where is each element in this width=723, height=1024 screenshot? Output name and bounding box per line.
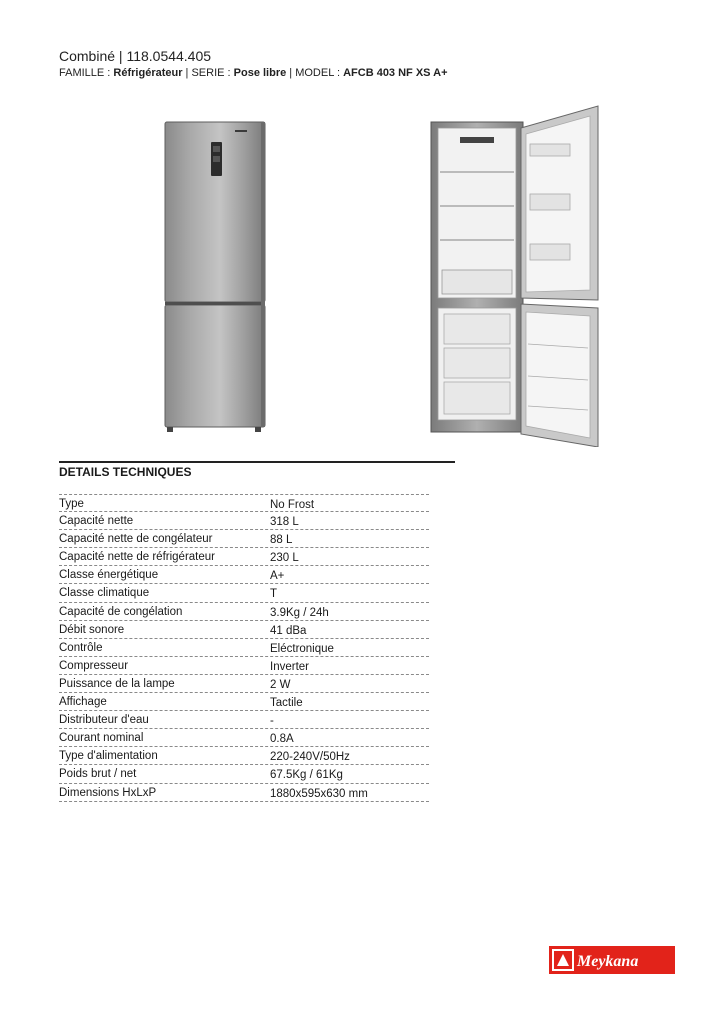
spec-label: Contrôle <box>59 641 103 654</box>
specs-table <box>59 494 429 802</box>
section-divider <box>59 461 455 463</box>
spec-label: Affichage <box>59 696 107 709</box>
spec-row <box>59 621 429 639</box>
spec-row <box>59 711 429 729</box>
spec-value: 2 W <box>270 678 291 691</box>
spec-value: 3.9Kg / 24h <box>270 606 329 619</box>
spec-value: 230 L <box>270 552 299 565</box>
serie-label: | SERIE : <box>182 67 234 79</box>
spec-label: Capacité de congélation <box>59 605 183 618</box>
model-value: AFCB 403 NF XS A+ <box>343 67 448 79</box>
spec-row <box>59 784 429 802</box>
spec-label: Débit sonore <box>59 623 125 636</box>
spec-value: 67.5Kg / 61Kg <box>270 769 343 782</box>
product-subtitle <box>59 66 448 80</box>
spec-value: 318 L <box>270 516 299 529</box>
spec-label: Capacité nette <box>59 515 134 528</box>
spec-label: Classe énergétique <box>59 569 159 582</box>
spec-label: Courant nominal <box>59 732 144 745</box>
spec-row <box>59 530 429 548</box>
document-header <box>59 48 448 80</box>
spec-row <box>59 603 429 621</box>
spec-label: Classe climatique <box>59 587 150 600</box>
spec-value: Inverter <box>270 660 309 673</box>
spec-label: Capacité nette de congélateur <box>59 533 213 546</box>
spec-row <box>59 675 429 693</box>
spec-value: - <box>270 715 274 728</box>
spec-label: Distributeur d'eau <box>59 714 149 727</box>
spec-row <box>59 584 429 602</box>
fridge-open-image <box>430 104 602 447</box>
spec-value: 220-240V/50Hz <box>270 751 350 764</box>
spec-label: Puissance de la lampe <box>59 677 175 690</box>
section-title: DETAILS TECHNIQUES <box>59 465 192 479</box>
spec-row <box>59 548 429 566</box>
spec-label: Compresseur <box>59 659 129 672</box>
famille-value: Réfrigérateur <box>113 67 183 79</box>
logo-text: Meykana <box>577 953 639 970</box>
serie-value: Pose libre <box>233 67 287 79</box>
spec-value: 41 dBa <box>270 624 307 637</box>
spec-row <box>59 494 429 512</box>
brand-logo <box>549 946 675 974</box>
spec-row <box>59 747 429 765</box>
famille-label: FAMILLE : <box>59 67 114 79</box>
product-title: Combiné | 118.0544.405 <box>59 48 212 64</box>
spec-row <box>59 512 429 530</box>
spec-label: Poids brut / net <box>59 768 137 781</box>
model-label: | MODEL : <box>286 67 344 79</box>
spec-row <box>59 765 429 783</box>
spec-label: Type <box>59 498 84 510</box>
spec-label: Type d'alimentation <box>59 750 158 763</box>
spec-value: 0.8A <box>270 733 294 746</box>
fridge-closed-image <box>163 120 267 433</box>
spec-row <box>59 566 429 584</box>
spec-value: Eléctronique <box>270 642 334 655</box>
spec-value: Tactile <box>270 697 303 710</box>
spec-row <box>59 729 429 747</box>
spec-row <box>59 639 429 657</box>
spec-value: A+ <box>270 570 285 583</box>
spec-label: Dimensions HxLxP <box>59 786 157 799</box>
spec-value: 1880x595x630 mm <box>270 787 368 800</box>
spec-value: No Frost <box>270 499 315 511</box>
spec-row <box>59 693 429 711</box>
spec-value: 88 L <box>270 534 293 547</box>
spec-row <box>59 657 429 675</box>
spec-label: Capacité nette de réfrigérateur <box>59 551 215 564</box>
spec-value: T <box>270 588 278 601</box>
